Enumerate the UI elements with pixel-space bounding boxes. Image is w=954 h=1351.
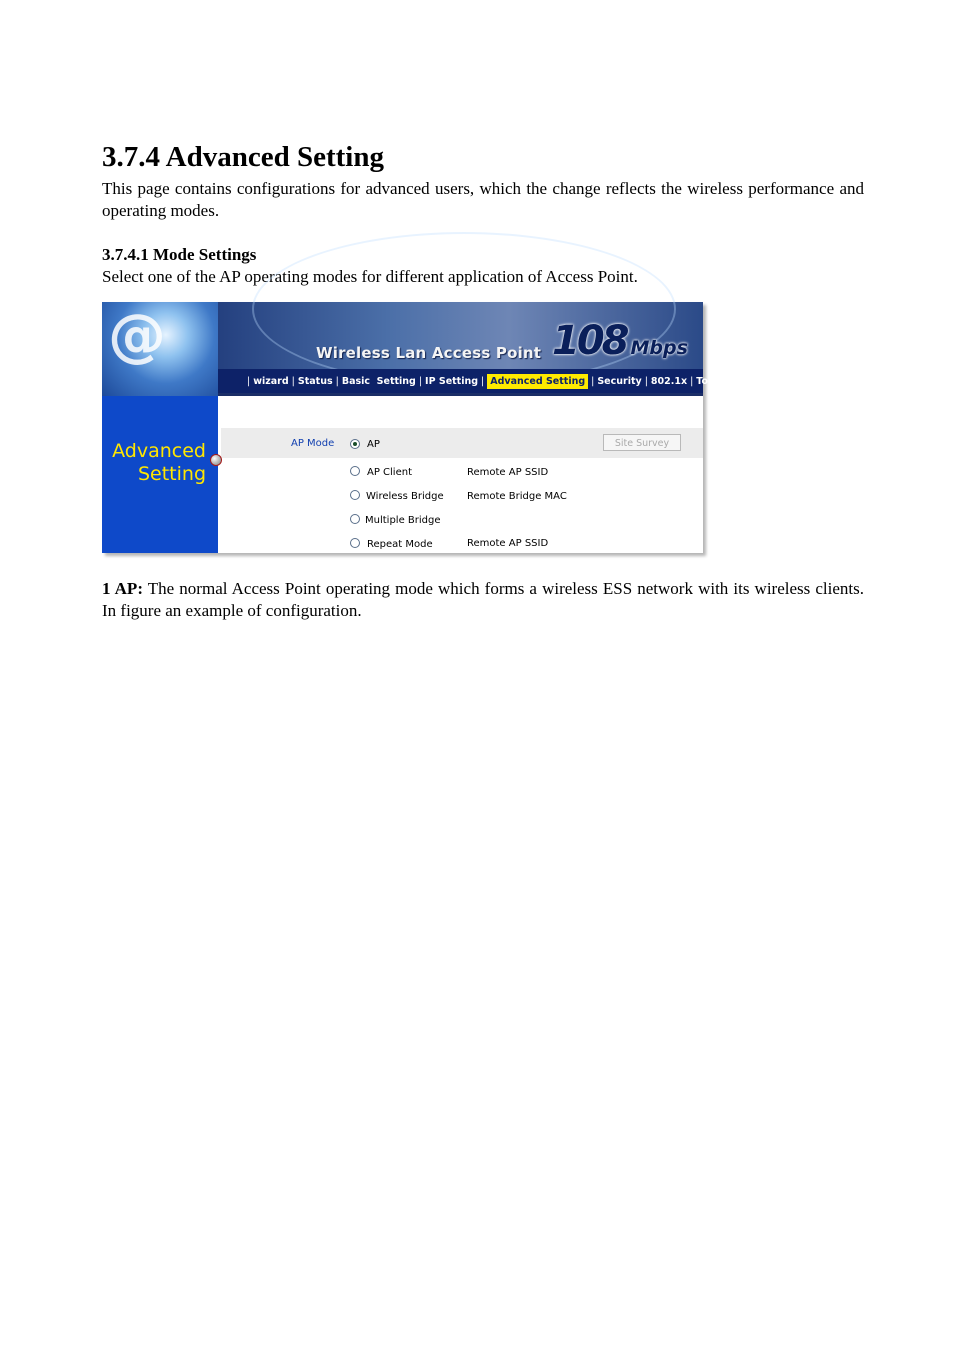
banner-title: Wireless Lan Access Point <box>316 344 542 362</box>
at-sign-icon: @ <box>108 301 166 369</box>
sidebar-pointer-dot-icon <box>210 454 222 466</box>
option-repeat-mode-label: Repeat Mode <box>367 539 433 550</box>
radio-multiple-bridge[interactable] <box>350 514 360 524</box>
subsection-intro: Select one of the AP operating modes for different application of Access Point. <box>102 267 638 286</box>
site-survey-button[interactable]: Site Survey <box>603 434 681 451</box>
ap-description-text: The normal Access Point operating mode which forms a wireless ESS network with its wireless clients. In figure an example of configuration. <box>102 579 864 620</box>
nav-basic-setting[interactable]: Basic Setting <box>341 375 416 387</box>
remote-bridge-mac-label: Remote Bridge MAC <box>467 491 567 502</box>
top-navigation: | wizard | Status | Basic Setting | IP Setting | Advanced Setting | Security | 802.1x | Tools | <box>218 369 703 393</box>
at-logo-block <box>102 302 218 396</box>
nav-8021x[interactable]: 802.1x <box>650 375 688 387</box>
nav-ip-setting[interactable]: IP Setting <box>425 375 479 387</box>
nav-security[interactable]: Security <box>597 375 642 387</box>
sidebar-title <box>112 440 206 486</box>
ap-mode-label: AP Mode <box>291 438 335 449</box>
radio-ap-client[interactable] <box>350 466 360 476</box>
speed-number: 108 <box>552 318 627 364</box>
section-heading: 3.7.4 Advanced Setting <box>102 141 384 173</box>
option-ap-client-label: AP Client <box>367 467 412 478</box>
sidebar-title-line1: Advanced <box>112 440 206 462</box>
remote-ap-ssid-label: Remote AP SSID <box>467 467 549 478</box>
speed-logo <box>552 318 688 364</box>
radio-repeat-mode[interactable] <box>350 538 360 548</box>
sidebar-title-line2: Setting <box>137 463 206 485</box>
ap-description <box>102 578 864 622</box>
intro-paragraph: This page contains configurations for advanced users, which the change reflects the wireless performance and operating modes. <box>102 179 864 220</box>
radio-ap[interactable] <box>350 439 360 449</box>
banner <box>102 301 730 396</box>
option-multiple-bridge-label: Multiple Bridge <box>365 515 441 526</box>
nav-wizard[interactable]: wizard <box>253 375 289 387</box>
option-ap-label: AP <box>367 439 380 450</box>
speed-unit: Mbps <box>630 337 688 359</box>
mode-settings-panel <box>218 396 703 553</box>
radio-wireless-bridge[interactable] <box>350 490 360 500</box>
nav-status[interactable]: Status <box>297 375 333 387</box>
sidebar <box>102 396 218 553</box>
nav-advanced-setting[interactable]: Advanced Setting <box>487 374 588 389</box>
option-wireless-bridge-label: Wireless Bridge <box>366 491 444 502</box>
ap-label: 1 AP: <box>102 579 143 598</box>
remote-ap-ssid-repeat-label: Remote AP SSID <box>467 538 549 549</box>
nav-tools[interactable]: Tools <box>696 375 724 387</box>
ap-web-ui-screenshot <box>102 301 730 553</box>
subsection-heading: 3.7.4.1 Mode Settings <box>102 245 257 264</box>
